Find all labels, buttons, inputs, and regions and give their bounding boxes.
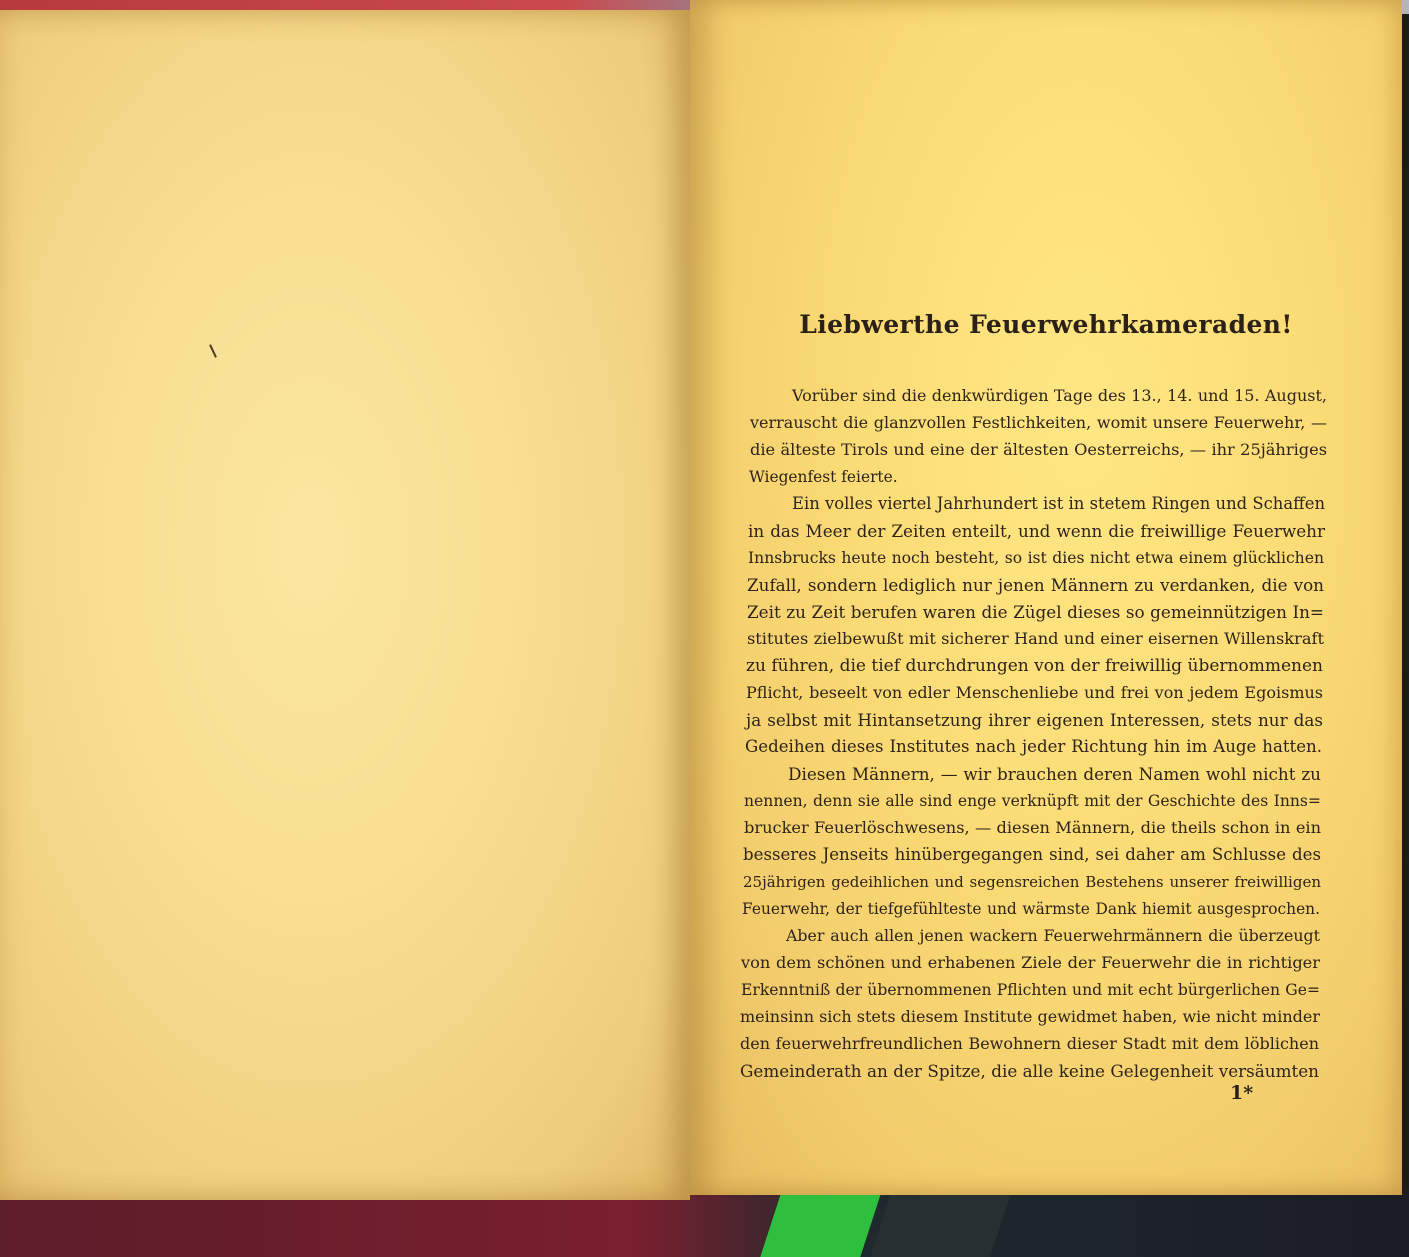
bookmark-ribbon	[759, 1192, 882, 1257]
text-line: Gemeinderath an der Spitze, die alle keine Gelegenheit versäumten	[740, 1061, 1319, 1081]
left-page-blank	[0, 10, 690, 1200]
text-line: Ein volles viertel Jahrhundert ist in stetem Ringen und Schaffen	[792, 494, 1325, 513]
text-line: Feuerwehr, der tiefgefühlteste und wärmste Dank hiemit ausgesprochen.	[742, 900, 1320, 918]
text-line: Wiegenfest feierte.	[749, 468, 898, 486]
text-line: Innsbrucks heute noch besteht, so ist dies nicht etwa einem glücklichen	[748, 549, 1324, 567]
text-line: Diesen Männern, — wir brauchen deren Namen wohl nicht zu	[788, 764, 1321, 784]
ink-speck	[209, 344, 217, 358]
text-line: 25jährigen gedeihlichen und segensreichen Bestehens unserer freiwilligen	[743, 873, 1321, 891]
text-line: in das Meer der Zeiten enteilt, und wenn die freiwillige Feuerwehr	[748, 521, 1325, 541]
text-line: besseres Jenseits hinübergegangen sind, sei daher am Schlusse des	[743, 845, 1321, 864]
text-line: Zeit zu Zeit berufen waren die Zügel dieses so gemeinnützigen In=	[747, 602, 1324, 622]
text-line: nennen, denn sie alle sind enge verknüpft mit der Geschichte des Inns=	[744, 792, 1321, 810]
text-line: den feuerwehrfreundlichen Bewohnern dieser Stadt mit dem löblichen	[740, 1034, 1319, 1053]
text-line: von dem schönen und erhabenen Ziele der Feuerwehr die in richtiger	[741, 953, 1320, 972]
text-line: verrauscht die glanzvollen Festlichkeiten, womit unsere Feuerwehr, —	[750, 413, 1327, 432]
background-cloth-bottom	[0, 1190, 1409, 1257]
text-line: brucker Feuerlöschwesens, — diesen Männern, die theils schon in ein	[744, 818, 1321, 837]
text-line: Zufall, sondern lediglich nur jenen Männern zu verdanken, die von	[747, 575, 1324, 595]
page-heading: Liebwerthe Feuerwehrkameraden!	[799, 310, 1293, 339]
text-line: Aber auch allen jenen wackern Feuerwehrmännern die überzeugt	[786, 926, 1320, 945]
text-line: die älteste Tirols und eine der ältesten Oesterreichs, — ihr 25jähriges	[750, 440, 1327, 459]
text-line: meinsinn sich stets diesem Institute gewidmet haben, wie nicht minder	[740, 1007, 1320, 1026]
text-line: Erkenntniß der übernommenen Pflichten und mit echt bürgerlichen Ge=	[741, 981, 1320, 999]
page-number: 1*	[1230, 1082, 1254, 1104]
text-line: ja selbst mit Hintansetzung ihrer eigenen Interessen, stets nur das	[746, 710, 1323, 730]
text-line: zu führen, die tief durchdrungen von der freiwillig übernommenen	[746, 656, 1323, 676]
text-line: Gedeihen dieses Institutes nach jeder Richtung hin im Auge hatten.	[745, 737, 1322, 756]
text-line: stitutes zielbewußt mit sicherer Hand und einer eisernen Willenskraft	[747, 629, 1324, 648]
text-line: Vorüber sind die denkwürdigen Tage des 13., 14. und 15. August,	[792, 386, 1327, 405]
book-cover-edge	[869, 1192, 1012, 1257]
text-line: Pflicht, beseelt von edler Menschenliebe und frei von jedem Egoismus	[746, 683, 1323, 702]
right-page	[690, 0, 1402, 1195]
